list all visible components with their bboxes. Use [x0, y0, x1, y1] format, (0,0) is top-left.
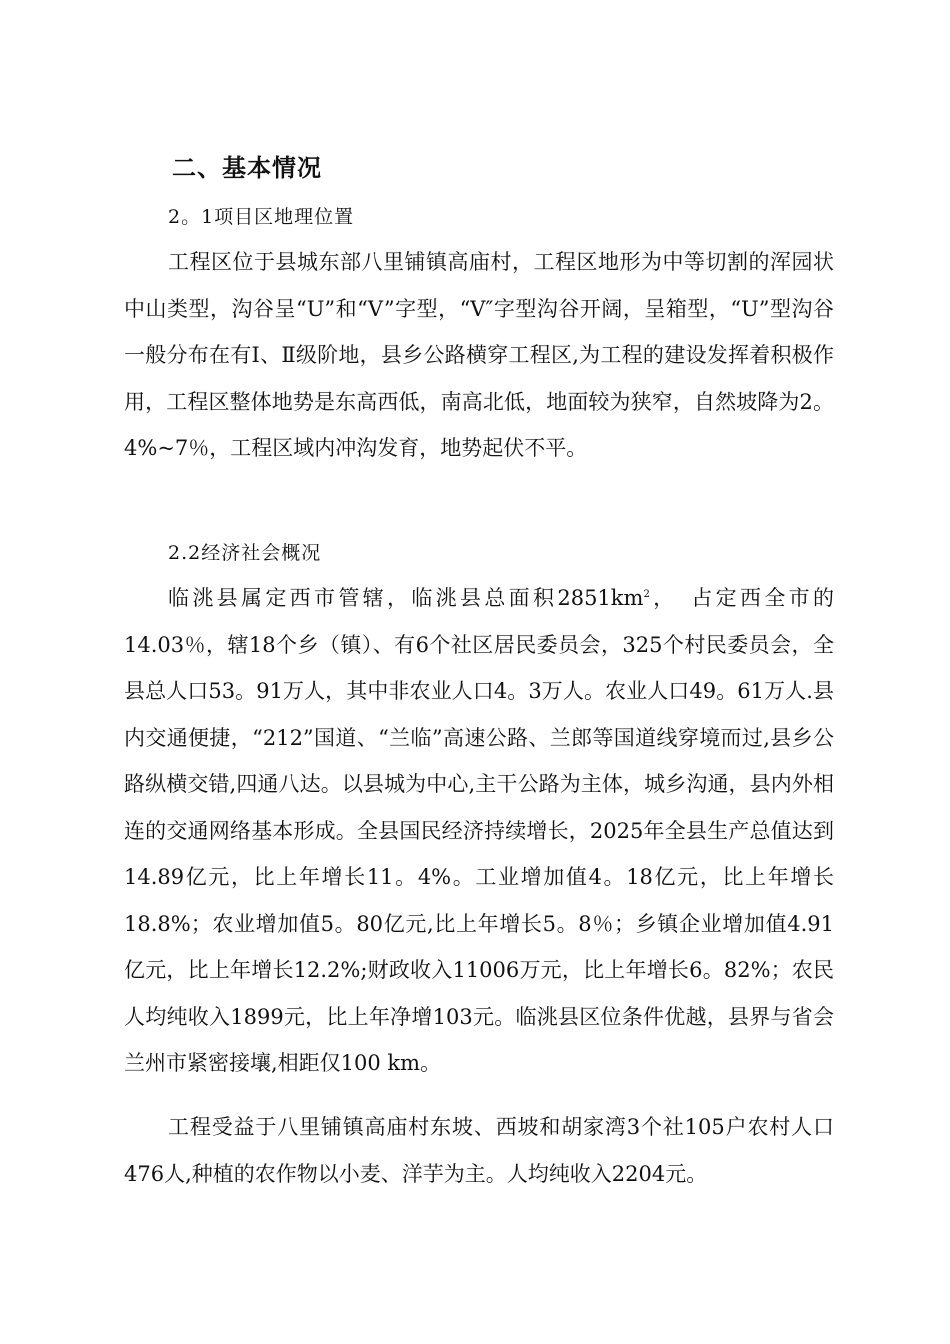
- paragraph-location: 工程区位于县城东部八里铺镇高庙村，工程区地形为中等切割的浑园状中山类型，沟谷呈“U”和“V”字型，“V″字型沟谷开阔，呈箱型，“U”型沟谷一般分布在有Ⅰ、Ⅱ级阶地，县乡公路横穿工程区,为工程的建设发挥着积极作用，工程区整体地势是东高西低，南高北低，地面较为狭窄，自然坡降为2。4%~7％，工程区域内冲沟发育，地势起伏不平。: [124, 250, 834, 460]
- superscript-2: 2: [643, 589, 650, 600]
- paragraph-economy-part2: ， 占定西全市的14.03％，辖18个乡（镇）、有6个社区居民委员会，325个村民委员会，全县总人口53。91万人，其中非农业人口4。3万人。农业人口49。61万人.县内交通便捷，“212”国道、“兰临”高速公路、兰郎等国道线穿境而过,县乡公路纵横交错,四通八达。以县城为中心,主干公路为主体，城乡沟通，县内外相连的交通网络基本形成。全县国民经济持续增长，2025年全县生产总值达到14.89亿元，比上年增长11。4%。工业增加值4。18亿元，比上年增长18.8%；农业增加值5。80亿元,比上年增长5。8％；乡镇企业增加值4.91亿元，比上年增长12.2%;财政收入11006万元，比上年增长6。82%；农民人均纯收入1899元，比上年净增103元。临洮县区位条件优越，县界与省会兰州市紧密接壤,相距仅100 km。: [124, 586, 834, 1075]
- section-heading: 二、基本情况: [172, 154, 322, 182]
- paragraph-economy: [124, 575, 834, 1087]
- paragraph-economy-part1: 临洮县属定西市管辖，临洮县总面积2851km: [168, 586, 644, 610]
- subsection-heading-economy: 2.2经济社会概况: [168, 542, 322, 564]
- subsection-heading-location: 2。1项目区地理位置: [168, 206, 355, 228]
- paragraph-beneficiaries: 工程受益于八里铺镇高庙村东坡、西坡和胡家湾3个社105户农村人口476人,种植的农作物以小麦、洋芋为主。人均纯收入2204元。: [124, 1115, 834, 1186]
